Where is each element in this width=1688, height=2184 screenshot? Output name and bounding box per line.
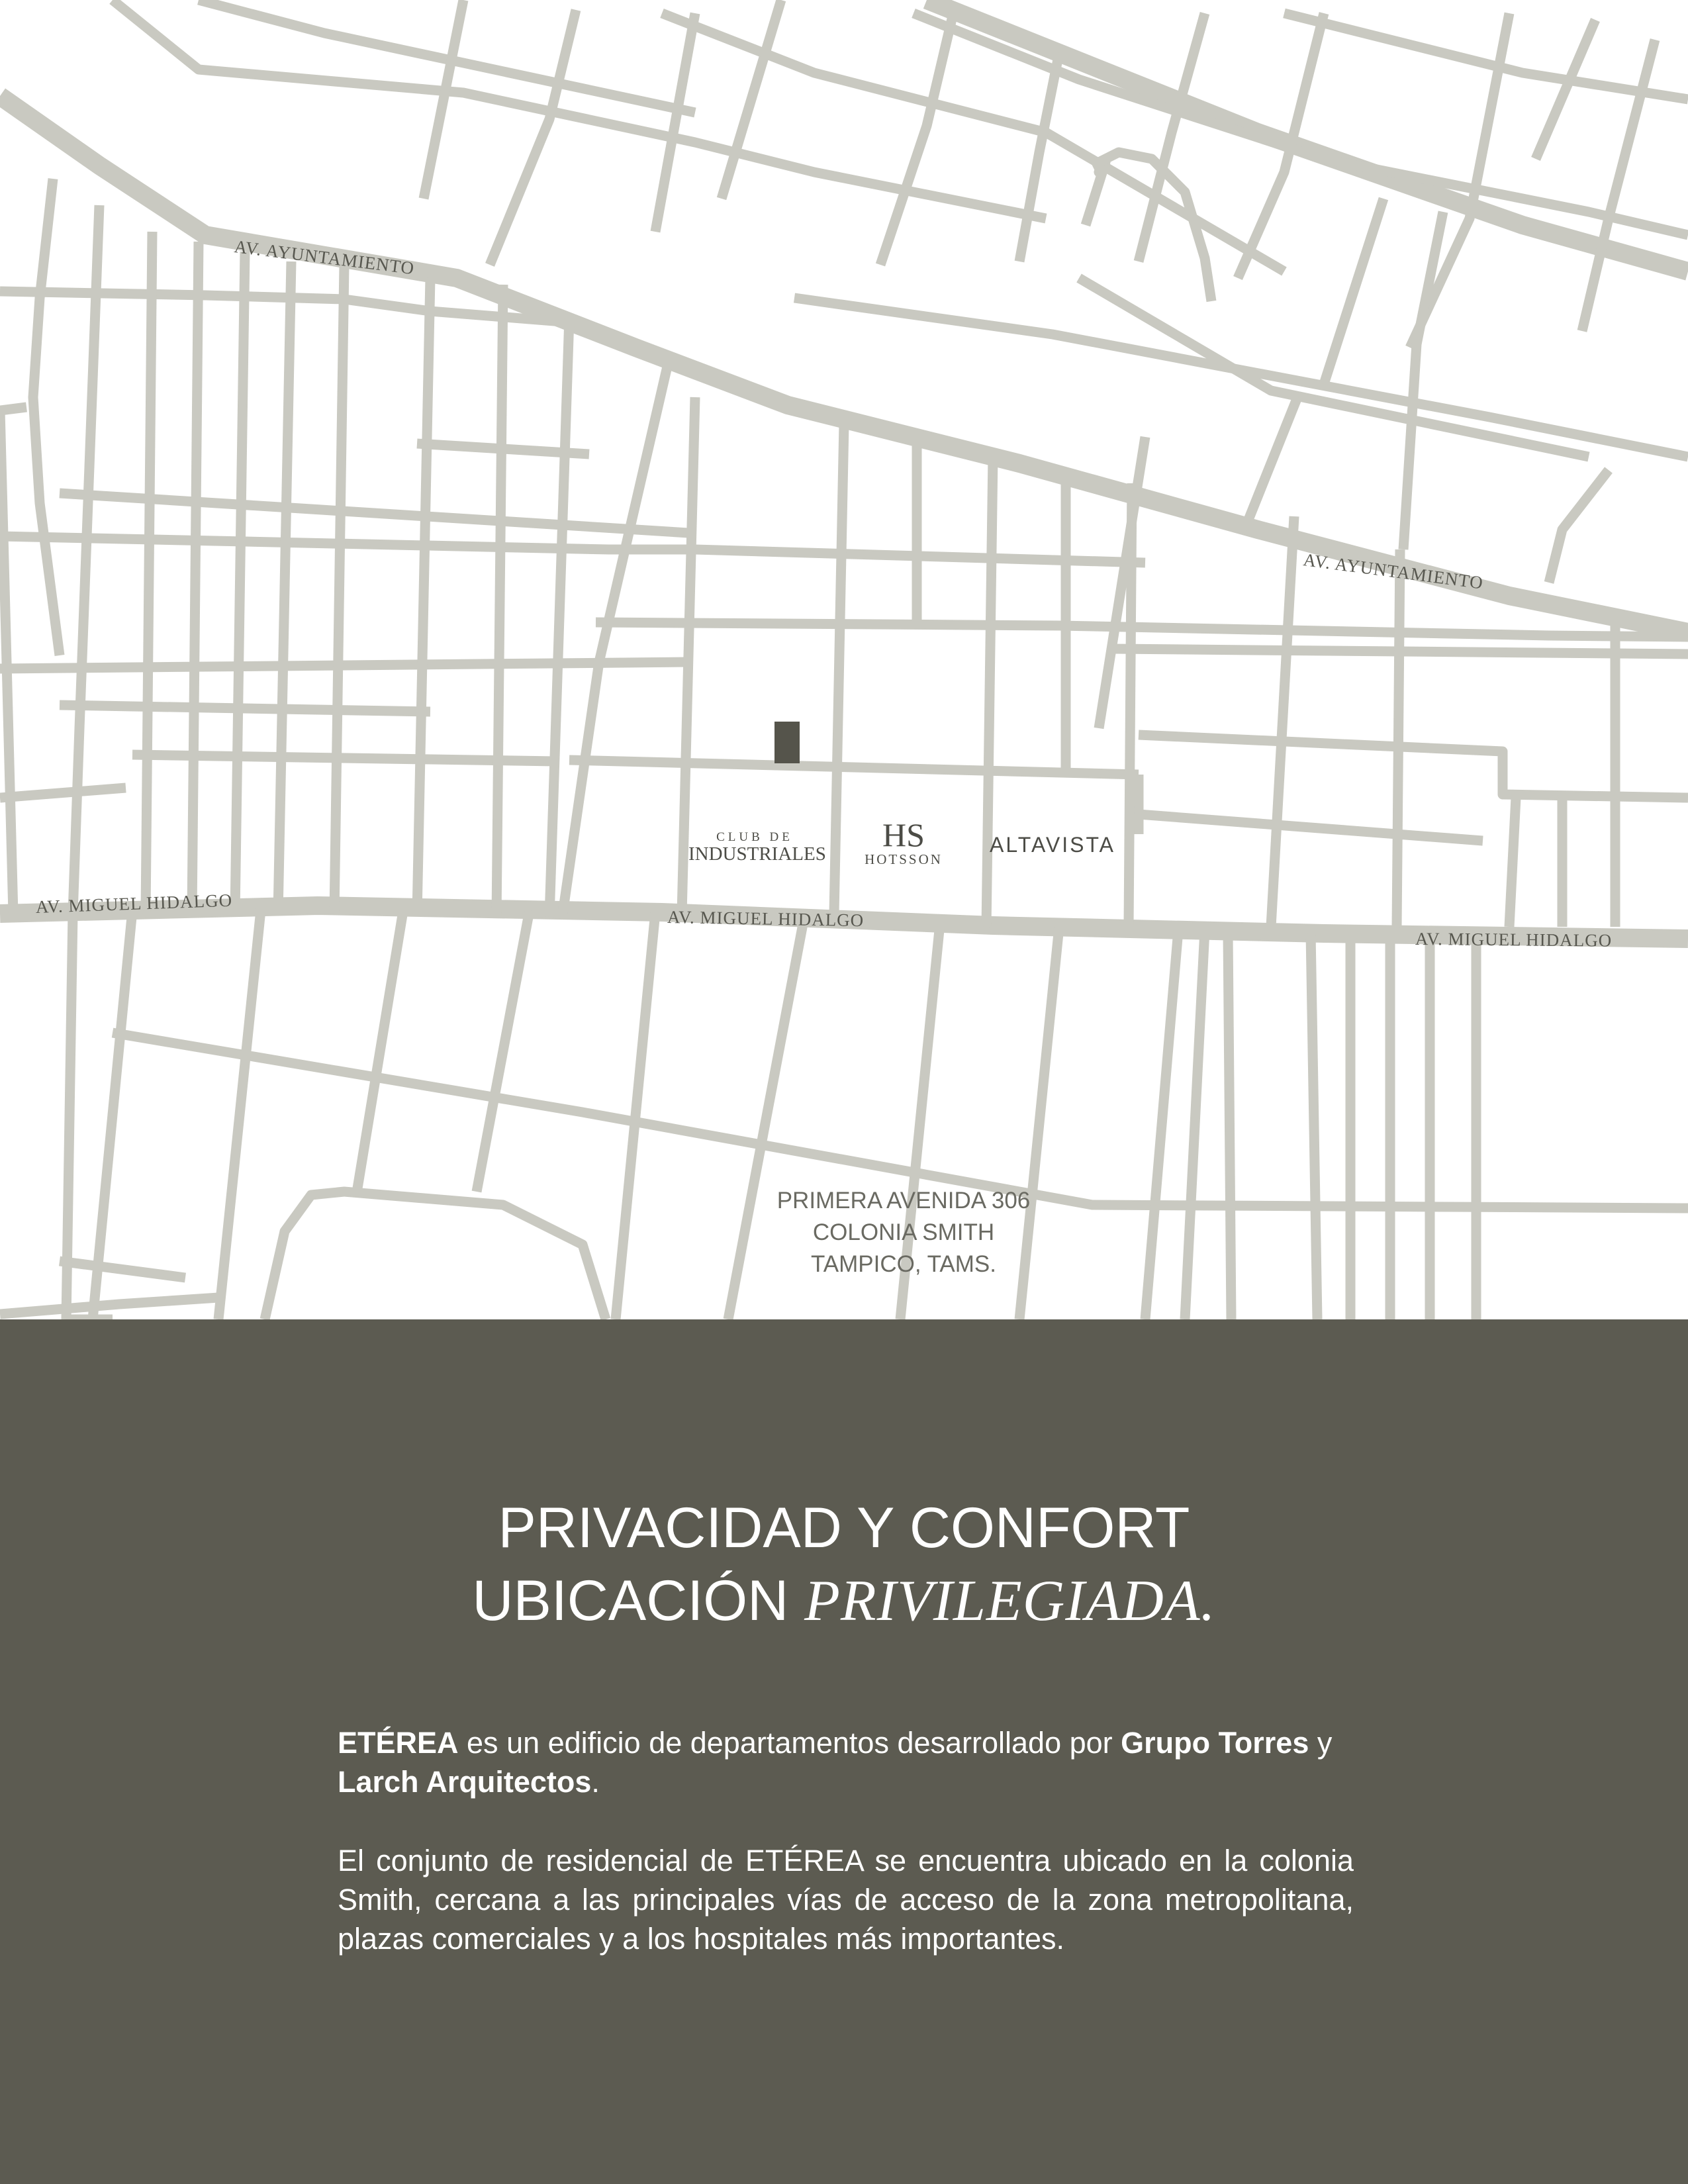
address-line-street: PRIMERA AVENIDA 306 xyxy=(776,1188,1031,1213)
street-road xyxy=(1139,814,1483,841)
street-road xyxy=(424,0,463,199)
street-road xyxy=(113,1033,1688,1208)
street-road xyxy=(357,907,404,1188)
street-road xyxy=(278,261,291,914)
brand-name: ETÉREA xyxy=(338,1726,459,1760)
street-road xyxy=(0,410,13,914)
address-line-city: TAMPICO, TAMS. xyxy=(810,1251,997,1277)
address-line-colonia: COLONIA SMITH xyxy=(812,1219,995,1245)
street-road xyxy=(417,278,430,914)
landmark-club-bottom-text: INDUSTRIALES xyxy=(688,843,826,865)
developer-larch-arquitectos: Larch Arquitectos xyxy=(338,1765,592,1799)
street-road xyxy=(655,13,695,232)
street-road xyxy=(218,904,261,1319)
street-road xyxy=(1284,13,1688,99)
street-road xyxy=(563,361,669,914)
headline-line-1: PRIVACIDAD Y CONFORT xyxy=(498,1496,1190,1560)
street-road xyxy=(192,242,199,914)
street-road xyxy=(1185,930,1205,1319)
street-road xyxy=(1403,212,1443,549)
address-block xyxy=(705,1185,1102,1280)
street-label-ayuntamiento-east: AV. AYUNTAMIENTO xyxy=(1302,549,1485,593)
street-road xyxy=(1509,798,1516,927)
street-road xyxy=(235,252,245,914)
street-road xyxy=(0,536,1145,563)
street-road xyxy=(490,10,576,265)
street-road xyxy=(1549,470,1609,583)
headline-prefix: UBICACIÓN xyxy=(472,1569,805,1633)
street-road xyxy=(1244,397,1297,530)
street-road xyxy=(1397,549,1400,927)
info-panel xyxy=(0,1319,1688,2184)
landmark-altavista: ALTAVISTA xyxy=(990,833,1115,857)
headline xyxy=(0,1492,1688,1638)
street-label-hidalgo-center: AV. MIGUEL HIDALGO xyxy=(667,907,865,931)
street-road xyxy=(1228,933,1231,1319)
street-road xyxy=(1271,516,1294,927)
street-road xyxy=(66,205,99,1319)
headline-line-2 xyxy=(0,1564,1688,1638)
description-paragraph-developers xyxy=(338,1723,1354,1801)
street-road xyxy=(477,910,530,1192)
street-road xyxy=(569,760,1139,775)
street-road xyxy=(93,910,132,1319)
street-road xyxy=(0,1298,218,1314)
street-road xyxy=(60,1261,185,1278)
street-road xyxy=(0,662,688,669)
street-road xyxy=(496,285,503,917)
street-label-hidalgo-east: AV. MIGUEL HIDALGO xyxy=(1415,929,1613,951)
p1-text-3: . xyxy=(591,1765,600,1799)
street-road xyxy=(1324,199,1383,384)
street-road xyxy=(0,788,126,798)
street-road xyxy=(1019,53,1059,261)
street-road xyxy=(33,179,60,655)
landmark-hotsson-name: HOTSSON xyxy=(865,851,943,867)
headline-emphasis: PRIVILEGIADA xyxy=(804,1569,1201,1633)
street-road xyxy=(146,232,152,914)
street-road xyxy=(834,424,844,914)
landmark-hotsson-logo-text: HS xyxy=(882,816,925,853)
p1-text-1: es un edificio de departamentos desarrollado por xyxy=(458,1726,1121,1760)
headline-suffix: . xyxy=(1200,1569,1216,1633)
street-label-hidalgo-west: AV. MIGUEL HIDALGO xyxy=(35,890,233,917)
p1-text-2: y xyxy=(1309,1726,1333,1760)
street-road xyxy=(60,705,430,712)
street-road xyxy=(265,1192,606,1319)
street-road xyxy=(880,13,953,265)
landmark-club-de-industriales xyxy=(688,830,826,865)
street-road xyxy=(1145,930,1178,1319)
developer-grupo-torres: Grupo Torres xyxy=(1121,1726,1309,1760)
street-road xyxy=(1536,20,1595,159)
street-road xyxy=(722,0,781,199)
landmark-club-top-text: CLUB DE xyxy=(716,830,793,844)
street-road xyxy=(0,407,26,410)
description xyxy=(338,1723,1354,1958)
landmark-hotsson xyxy=(854,818,953,867)
street-road xyxy=(334,265,344,914)
street-road xyxy=(1139,735,1688,798)
street-road xyxy=(549,318,569,917)
street-road xyxy=(596,622,1688,637)
etera-site-marker xyxy=(774,722,800,763)
street-road xyxy=(1311,933,1317,1319)
street-label-ayuntamiento-west: AV. AYUNTAMIENTO xyxy=(233,236,416,279)
description-paragraph-location: El conjunto de residencial de ETÉREA se encuentra ubicado en la colonia Smith, cercana a las principales vías de acceso de la zona metropolitana, plazas comerciales y a los hospitales más importantes. xyxy=(338,1844,1354,1956)
